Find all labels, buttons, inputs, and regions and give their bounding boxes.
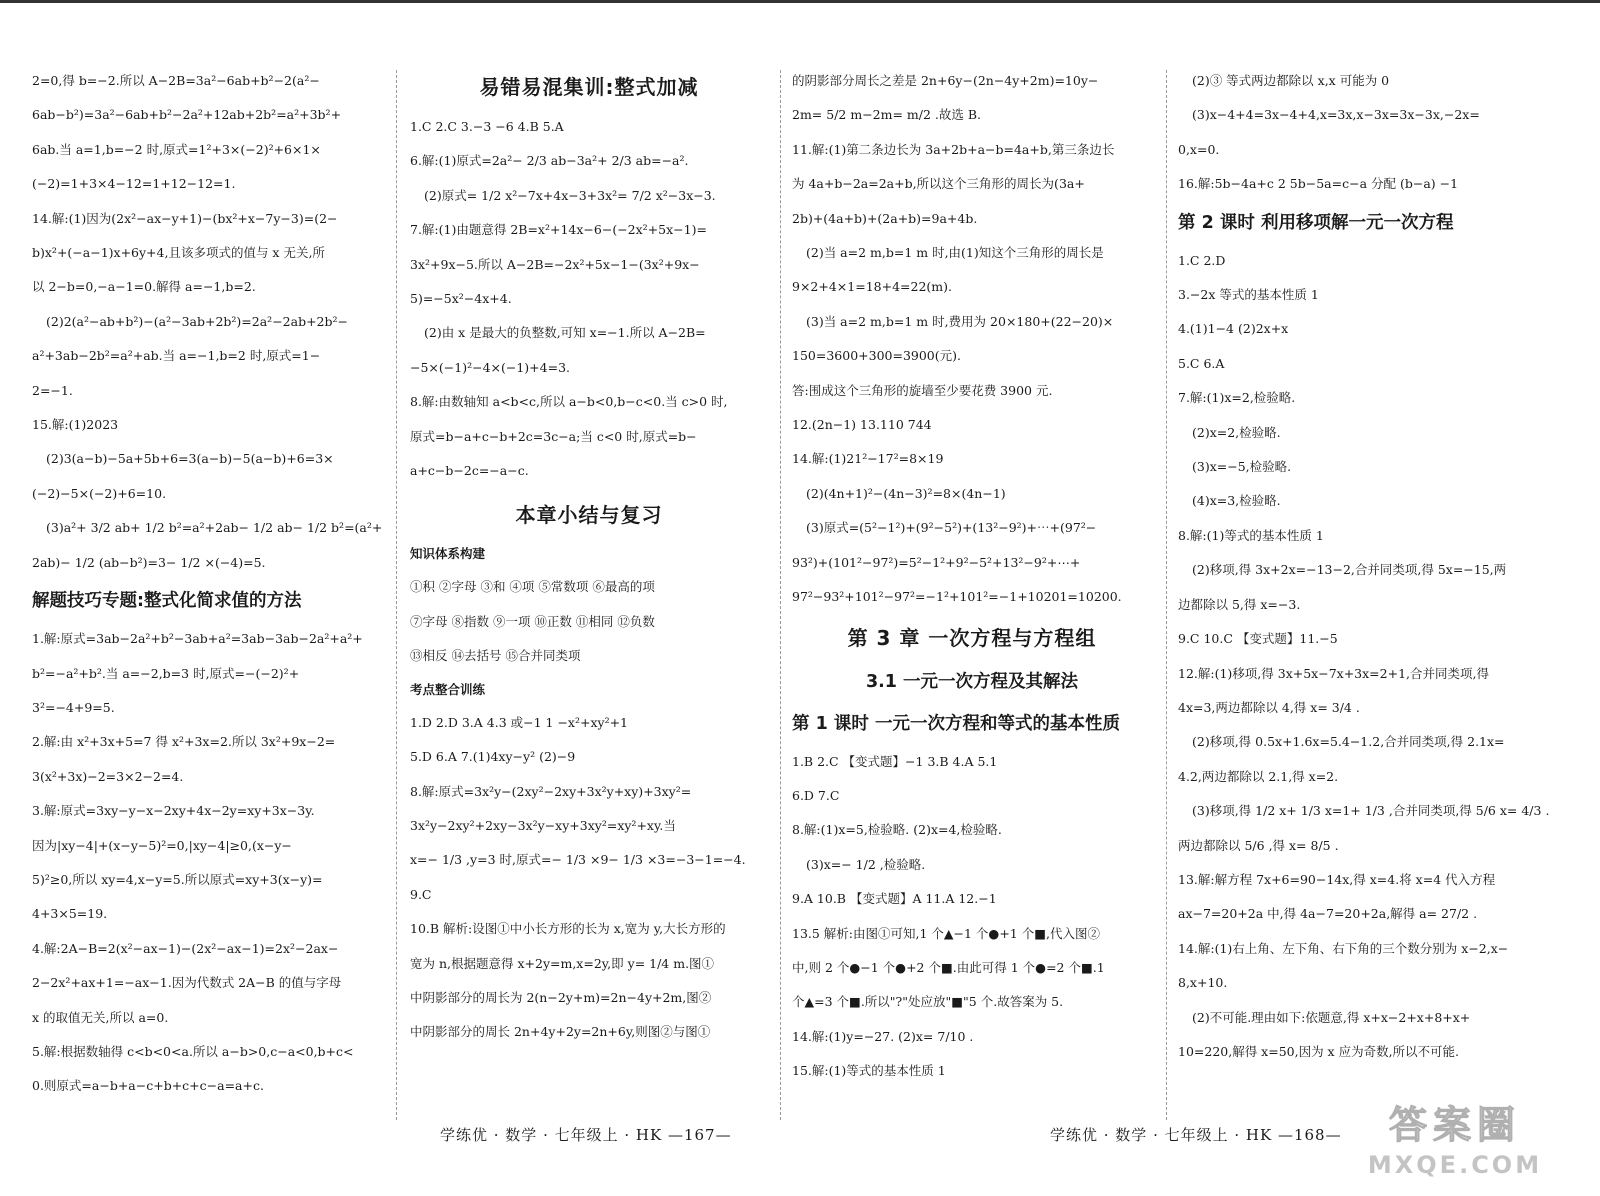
answer-line: 1.C 2.C 3.−3 −6 4.B 5.A <box>410 119 564 134</box>
answer-line: 5.D 6.A 7.(1)4xy−y² (2)−9 <box>410 749 576 765</box>
answer-line: (3)x=− 1/2 ,检验略. <box>806 856 926 872</box>
answer-line: x=− 1/3 ,y=3 时,原式=− 1/3 ×9− 1/3 ×3=−3−1=−4. <box>410 852 746 868</box>
answer-line: 8.解:(1)等式的基本性质 1 <box>1178 527 1324 543</box>
answer-line: (2)③ 等式两边都除以 x,x 可能为 0 <box>1192 73 1390 88</box>
answer-line: 3.−2x 等式的基本性质 1 <box>1178 287 1319 303</box>
answer-line: 97²−93²+101²−97²=−1²+101²=−1+10201=10200. <box>792 589 1122 605</box>
watermark <box>1340 1100 1570 1190</box>
answer-line: 中,则 2 个●−1 个●+2 个■.由此可得 1 个●=2 个■.1 <box>792 959 1105 975</box>
answer-line: b²=−a²+b².当 a=−2,b=3 时,原式=−(−2)²+ <box>32 665 300 681</box>
top-rule <box>0 0 1600 3</box>
column-3 <box>792 64 1152 1124</box>
answer-line: ⑦字母 ⑧指数 ⑨一项 ⑩正数 ⑪相同 ⑫负数 <box>410 613 655 629</box>
answer-line: 5.C 6.A <box>1178 355 1225 371</box>
watermark-logo: 答案圈 <box>1388 1103 1521 1147</box>
answer-line: 以 2−b=0,−a−1=0.解得 a=−1,b=2. <box>32 279 256 295</box>
answer-line: 9.A 10.B 【变式题】A 11.A 12.−1 <box>792 891 997 907</box>
page-footer-right: 学练优 · 数学 · 七年级上 · HK —168— <box>1050 1126 1342 1144</box>
answer-line: 为 4a+b−2a=2a+b,所以这个三角形的周长为(3a+ <box>792 176 1085 192</box>
answer-line: 15.解:(1)2023 <box>32 417 119 433</box>
answer-line: a²+3ab−2b²=a²+ab.当 a=−1,b=2 时,原式=1− <box>32 348 321 364</box>
answer-line: 8.解:原式=3x²y−(2xy²−2xy+3x²y+xy)+3xy²= <box>410 783 692 799</box>
answer-line: (2)当 a=2 m,b=1 m 时,由(1)知这个三角形的周长是 <box>806 245 1104 261</box>
answer-line: 两边都除以 5/6 ,得 x= 8/5 . <box>1178 837 1339 853</box>
answer-line: 2−2x²+ax+1=−ax−1.因为代数式 2A−B 的值与字母 <box>32 975 342 991</box>
answer-line: (−2)−5×(−2)+6=10. <box>32 485 167 501</box>
answer-line: (4)x=3,检验略. <box>1192 493 1281 509</box>
answer-line: 14.解:(1)右上角、左下角、右下角的三个数分别为 x−2,x− <box>1178 940 1509 956</box>
answer-line: 1.解:原式=3ab−2a²+b²−3ab+a²=3ab−3ab−2a²+a²+ <box>32 631 363 647</box>
answer-line: 5.解:根据数轴得 c<b<0<a.所以 a−b>0,c−a<0,b+c< <box>32 1043 354 1059</box>
answer-line: 8,x+10. <box>1178 975 1228 991</box>
answer-line: b)x²+(−a−1)x+6y+4,且该多项式的值与 x 无关,所 <box>32 245 325 261</box>
answer-line: (2)3(a−b)−5a+5b+6=3(a−b)−5(a−b)+6=3× <box>46 451 334 467</box>
answer-line: 12.解:(1)移项,得 3x+5x−7x+3x=2+1,合并同类项,得 <box>1178 665 1489 681</box>
answer-line: ax−7=20+2a 中,得 4a−7=20+2a,解得 a= 27/2 . <box>1178 906 1478 922</box>
answer-line: (2)2(a²−ab+b²)−(a²−3ab+2b²)=2a²−2ab+2b²− <box>46 313 348 329</box>
answer-line: 7.解:(1)x=2,检验略. <box>1178 390 1296 406</box>
answer-line: −5×(−1)²−4×(−1)+4=3. <box>410 359 570 375</box>
answer-line: (3)移项,得 1/2 x+ 1/3 x=1+ 1/3 ,合并同类项,得 5/6 x= 4/3 . <box>1192 803 1550 819</box>
answer-line: 因为|xy−4|+(x−y−5)²=0,|xy−4|≥0,(x−y− <box>32 837 292 853</box>
answer-line: 1.B 2.C 【变式题】−1 3.B 4.A 5.1 <box>792 753 998 769</box>
answer-line: 9.C 10.C 【变式题】11.−5 <box>1178 631 1338 647</box>
page-footer-left: 学练优 · 数学 · 七年级上 · HK —167— <box>440 1126 732 1144</box>
answer-line: (2)x=2,检验略. <box>1192 424 1281 440</box>
answer-line: 2m= 5/2 m−2m= m/2 .故选 B. <box>792 107 982 123</box>
answer-line: 4+3×5=19. <box>32 906 108 922</box>
answer-line: 6ab.当 a=1,b=−2 时,原式=1²+3×(−2)²+6×1× <box>32 141 321 157</box>
answer-line: 13.5 解析:由图①可知,1 个▲−1 个●+1 个■,代入图② <box>792 925 1101 941</box>
answer-line: 边都除以 5,得 x=−3. <box>1178 596 1301 612</box>
answer-line: 4.2,两边都除以 2.1,得 x=2. <box>1178 768 1339 784</box>
answer-line: 3x²y−2xy²+2xy−3x²y−xy+3xy²=xy²+xy.当 <box>410 817 676 833</box>
answer-line: 3(x²+3x)−2=3×2−2=4. <box>32 768 184 784</box>
answer-line: (3)x−4+4=3x−4+4,x=3x,x−3x=3x−3x,−2x= <box>1192 107 1480 123</box>
answer-line: 6.D 7.C <box>792 787 840 803</box>
answer-line: 11.解:(1)第二条边长为 3a+2b+a−b=4a+b,第三条边长 <box>792 141 1115 157</box>
answer-line: 1.C 2.D <box>1178 252 1226 268</box>
answer-line: (2)由 x 是最大的负整数,可知 x=−1.所以 A−2B= <box>424 325 706 341</box>
answer-line: 中阴影部分的周长 2n+4y+2y=2n+6y,则图②与图① <box>410 1024 711 1040</box>
answer-line: 4.(1)1−4 (2)2x+x <box>1178 321 1289 337</box>
answer-line: 3.解:原式=3xy−y−x−2xy+4x−2y=xy+3x−3y. <box>32 803 315 819</box>
answer-line: (2)移项,得 3x+2x=−13−2,合并同类项,得 5x=−15,两 <box>1192 562 1507 578</box>
lesson-heading: 第 1 课时 一元一次方程和等式的基本性质 <box>792 713 1120 734</box>
chapter-heading: 第 3 章 一次方程与方程组 <box>847 625 1097 650</box>
answer-line: x 的取值无关,所以 a=0. <box>32 1009 169 1025</box>
answer-line: (2)(4n+1)²−(4n−3)²=8×(4n−1) <box>806 485 1006 501</box>
answer-line: 10=220,解得 x=50,因为 x 应为奇数,所以不可能. <box>1178 1043 1460 1059</box>
lesson-heading: 第 2 课时 利用移项解一元一次方程 <box>1178 212 1454 233</box>
answer-line: 14.解:(1)21²−17²=8×19 <box>792 451 944 467</box>
column-divider <box>396 70 397 1120</box>
section-heading: 解题技巧专题:整式化简求值的方法 <box>32 591 302 612</box>
answer-line: 3²=−4+9=5. <box>32 699 115 715</box>
answer-line: 7.解:(1)由题意得 2B=x²+14x−6−(−2x²+5x−1)= <box>410 222 707 238</box>
answer-line: 9.C <box>410 886 432 902</box>
answer-line: 16.解:5b−4a+c 2 5b−5a=c−a 分配 (b−a) −1 <box>1178 176 1459 192</box>
answer-line: 答:围成这个三角形的旋墙至少要花费 3900 元. <box>792 382 1053 398</box>
answer-line: 中阴影部分的周长为 2(n−2y+m)=2n−4y+2m,图② <box>410 989 712 1005</box>
section-heading: 3.1 一元一次方程及其解法 <box>865 671 1079 692</box>
answer-line: 宽为 n,根据题意得 x+2y=m,x=2y,即 y= 1/4 m.图① <box>410 955 715 971</box>
answer-line: (2)原式= 1/2 x²−7x+4x−3+3x²= 7/2 x²−3x−3. <box>424 187 716 203</box>
answer-line: 9×2+4×1=18+4=22(m). <box>792 279 952 295</box>
subsection-heading: 知识体系构建 <box>410 546 486 562</box>
column-1 <box>32 64 382 1124</box>
answer-line: 6.解:(1)原式=2a²− 2/3 ab−3a²+ 2/3 ab=−a². <box>410 153 689 169</box>
column-2 <box>410 64 768 1124</box>
answer-line: 4x=3,两边都除以 4,得 x= 3/4 . <box>1178 699 1360 715</box>
answer-line: (3)a²+ 3/2 ab+ 1/2 b²=a²+2ab− 1/2 ab− 1/2 b²=(a²+ <box>46 520 382 536</box>
answer-line: (2)不可能.理由如下:依题意,得 x+x−2+x+8+x+ <box>1192 1009 1471 1025</box>
answer-line: 150=3600+300=3900(元). <box>792 348 961 364</box>
answer-line: 13.解:解方程 7x+6=90−14x,得 x=4.将 x=4 代入方程 <box>1178 871 1496 887</box>
column-divider <box>780 70 781 1120</box>
answer-line: 2.解:由 x²+3x+5=7 得 x²+3x=2.所以 3x²+9x−2= <box>32 734 336 750</box>
answer-line: 14.解:(1)y=−27. (2)x= 7/10 . <box>792 1028 974 1044</box>
answer-line: 5)²≥0,所以 xy=4,x−y=5.所以原式=xy+3(x−y)= <box>32 871 323 887</box>
answer-line: 5)=−5x²−4x+4. <box>410 291 512 307</box>
answer-line: ①积 ②字母 ③和 ④项 ⑤常数项 ⑥最高的项 <box>410 579 655 595</box>
answer-line: 93²)+(101²−97²)=5²−1²+9²−5²+13²−9²+⋯+ <box>792 554 1081 570</box>
answer-line: (3)原式=(5²−1²)+(9²−5²)+(13²−9²)+⋯+(97²− <box>806 520 1097 536</box>
answer-line: 8.解:由数轴知 a<b<c,所以 a−b<0,b−c<0.当 c>0 时, <box>410 394 728 410</box>
answer-line: 15.解:(1)等式的基本性质 1 <box>792 1063 946 1079</box>
answer-line: ⑬相反 ⑭去括号 ⑮合并同类项 <box>410 648 581 664</box>
answer-line: (3)x=−5,检验略. <box>1192 459 1292 475</box>
answer-line: 6ab−b²)=3a²−6ab+b²−2a²+12ab+2b²=a²+3b²+ <box>32 107 342 123</box>
answer-line: 原式=b−a+c−b+2c=3c−a;当 c<0 时,原式=b− <box>410 428 697 444</box>
answer-line: 8.解:(1)x=5,检验略. (2)x=4,检验略. <box>792 822 1002 838</box>
column-divider <box>1166 70 1167 1120</box>
answer-line: 3x²+9x−5.所以 A−2B=−2x²+5x−1−(3x²+9x− <box>410 256 700 272</box>
watermark-text: MXQE.COM <box>1367 1151 1543 1179</box>
answer-line: 个▲=3 个■.所以"?"处应放"■"5 个.故答案为 5. <box>792 994 1064 1010</box>
answer-line: 2=−1. <box>32 382 73 398</box>
answer-line: 14.解:(1)因为(2x²−ax−y+1)−(bx²+x−7y−3)=(2− <box>32 210 338 226</box>
subsection-heading: 考点整合训练 <box>410 681 486 697</box>
answer-line: 0.则原式=a−b+a−c+b+c+c−a=a+c. <box>32 1078 264 1094</box>
answer-line: a+c−b−2c=−a−c. <box>410 463 529 479</box>
answer-line: (2)移项,得 0.5x+1.6x=5.4−1.2,合并同类项,得 2.1x= <box>1192 734 1505 750</box>
answer-line: (−2)=1+3×4−12=1+12−12=1. <box>32 176 236 192</box>
answer-line: 2ab)− 1/2 (ab−b²)=3− 1/2 ×(−4)=5. <box>32 554 266 570</box>
answer-line: 12.(2n−1) 13.110 744 <box>792 417 932 433</box>
answer-line: 的阴影部分周长之差是 2n+6y−(2n−4y+2m)=10y− <box>792 73 1099 88</box>
answer-line: 1.D 2.D 3.A 4.3 或−1 1 −x²+xy²+1 <box>410 714 629 730</box>
section-heading: 本章小结与复习 <box>515 503 663 528</box>
answer-line: 10.B 解析:设图①中小长方形的长为 x,宽为 y,大长方形的 <box>410 921 726 937</box>
answer-line: 0,x=0. <box>1178 141 1220 157</box>
answer-line: 2b)+(4a+b)+(2a+b)=9a+4b. <box>792 210 978 226</box>
answer-line: 2=0,得 b=−2.所以 A−2B=3a²−6ab+b²−2(a²− <box>32 73 320 88</box>
section-heading: 易错易混集训:整式加减 <box>479 75 699 99</box>
column-4 <box>1178 64 1558 1124</box>
answer-line: 4.解:2A−B=2(x²−ax−1)−(2x²−ax−1)=2x²−2ax− <box>32 940 339 956</box>
answer-line: (3)当 a=2 m,b=1 m 时,费用为 20×180+(22−20)× <box>806 313 1114 329</box>
